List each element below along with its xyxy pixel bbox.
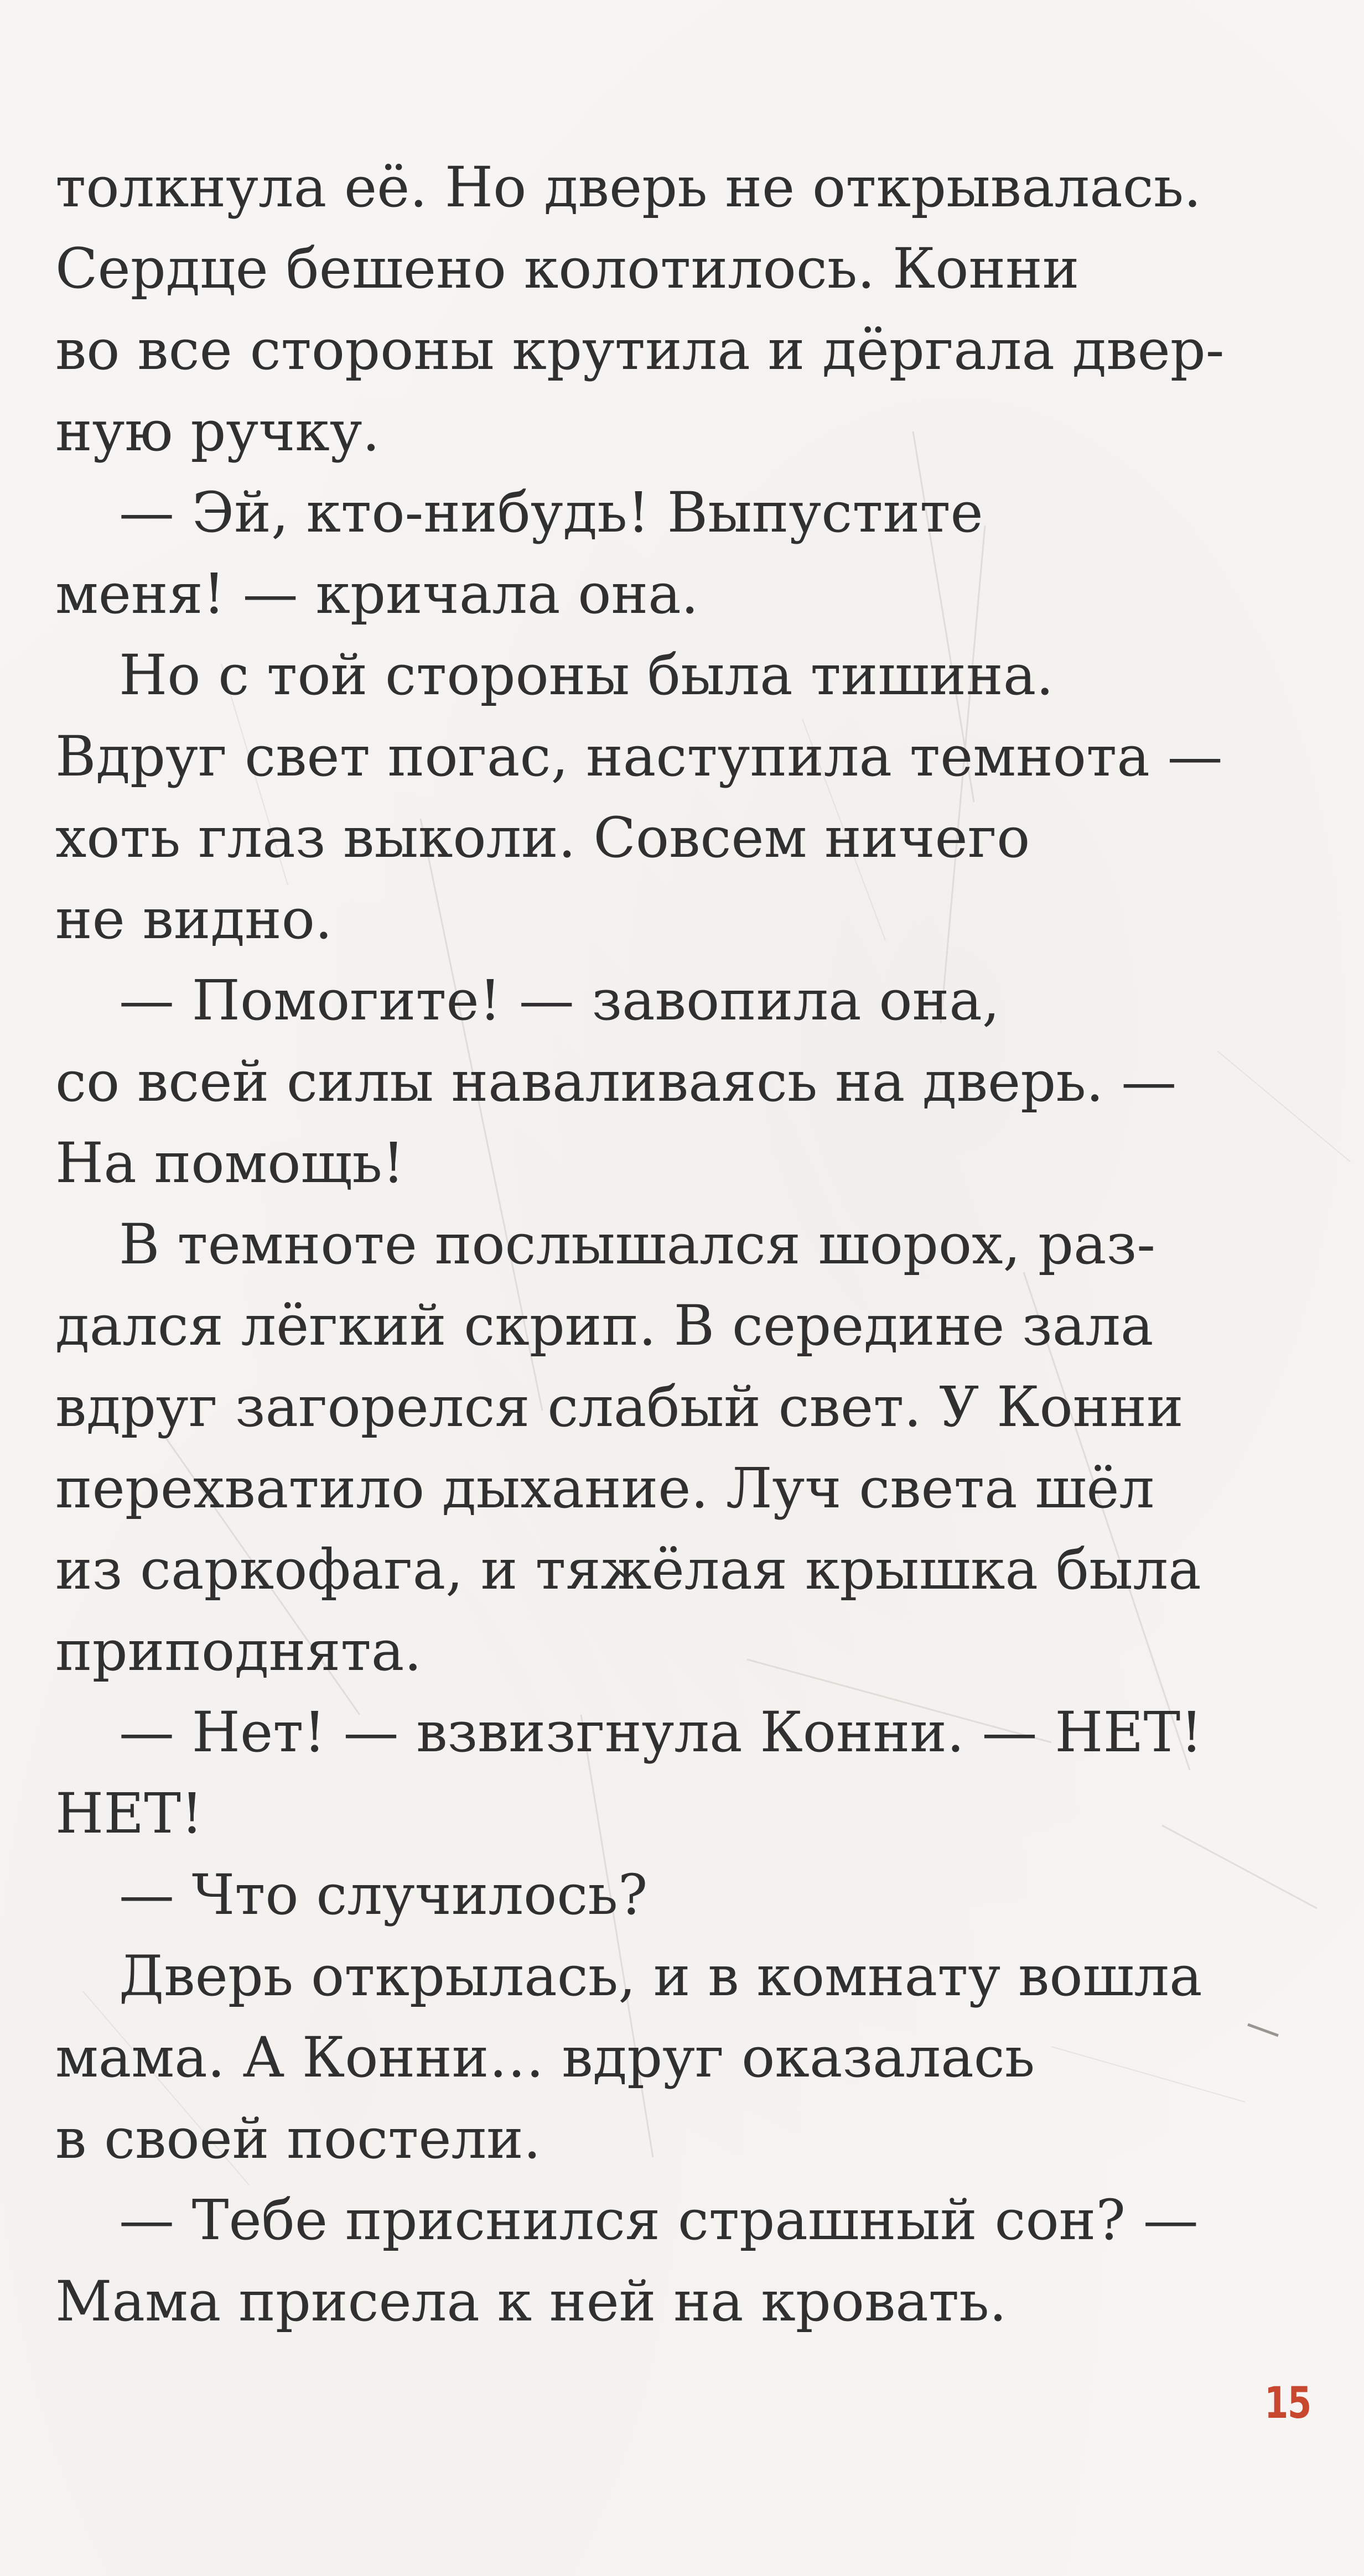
text-line: — Помогите! — завопила она, [119, 968, 1000, 1033]
text-line: в своей постели. [55, 2106, 541, 2171]
text-line: перехватило дыхание. Луч света шёл [55, 1456, 1155, 1521]
text-line: хоть глаз выколи. Совсем ничего [55, 805, 1030, 870]
text-line: Мама присела к ней на кровать. [55, 2269, 1007, 2334]
text-line: — Нет! — взвизгнула Конни. — НЕТ! [119, 1700, 1203, 1765]
text-line: НЕТ! [55, 1781, 204, 1846]
text-line: — Что случилось? [119, 1862, 648, 1927]
text-line: меня! — кричала она. [55, 561, 699, 626]
text-line: Но с той стороны была тишина. [119, 643, 1054, 707]
text-line: На помощь! [55, 1131, 405, 1195]
text-line: толкнула её. Но дверь не открывалась. [55, 155, 1201, 220]
page-number: 15 [1264, 2379, 1311, 2428]
margin-mark [1248, 2025, 1278, 2036]
text-line: во все стороны крутила и дёргала двер- [55, 318, 1225, 382]
text-line: — Эй, кто-нибудь! Выпустите [119, 480, 983, 545]
text-line: мама. А Конни… вдруг оказалась [55, 2025, 1035, 2090]
text-line: приподнята. [55, 1619, 422, 1683]
text-line: ную ручку. [55, 399, 380, 464]
text-line: Сердце бешено колотилось. Конни [55, 236, 1080, 301]
body-text [55, 147, 1239, 2342]
text-line: со всей силы наваливаясь на дверь. — [55, 1049, 1177, 1114]
text-line: вдруг загорелся слабый свет. У Конни [55, 1375, 1184, 1439]
text-line: не видно. [55, 887, 333, 951]
text-line: дался лёгкий скрип. В середине зала [55, 1293, 1154, 1358]
text-line: Дверь открылась, и в комнату вошла [119, 1944, 1202, 2008]
text-line: В темноте послышался шорох, раз- [119, 1212, 1155, 1277]
text-line: из саркофага, и тяжёлая крышка была [55, 1537, 1201, 1602]
text-line: — Тебе приснился страшный сон? — [119, 2188, 1199, 2252]
text-line: Вдруг свет погас, наступила темнота — [55, 724, 1223, 789]
